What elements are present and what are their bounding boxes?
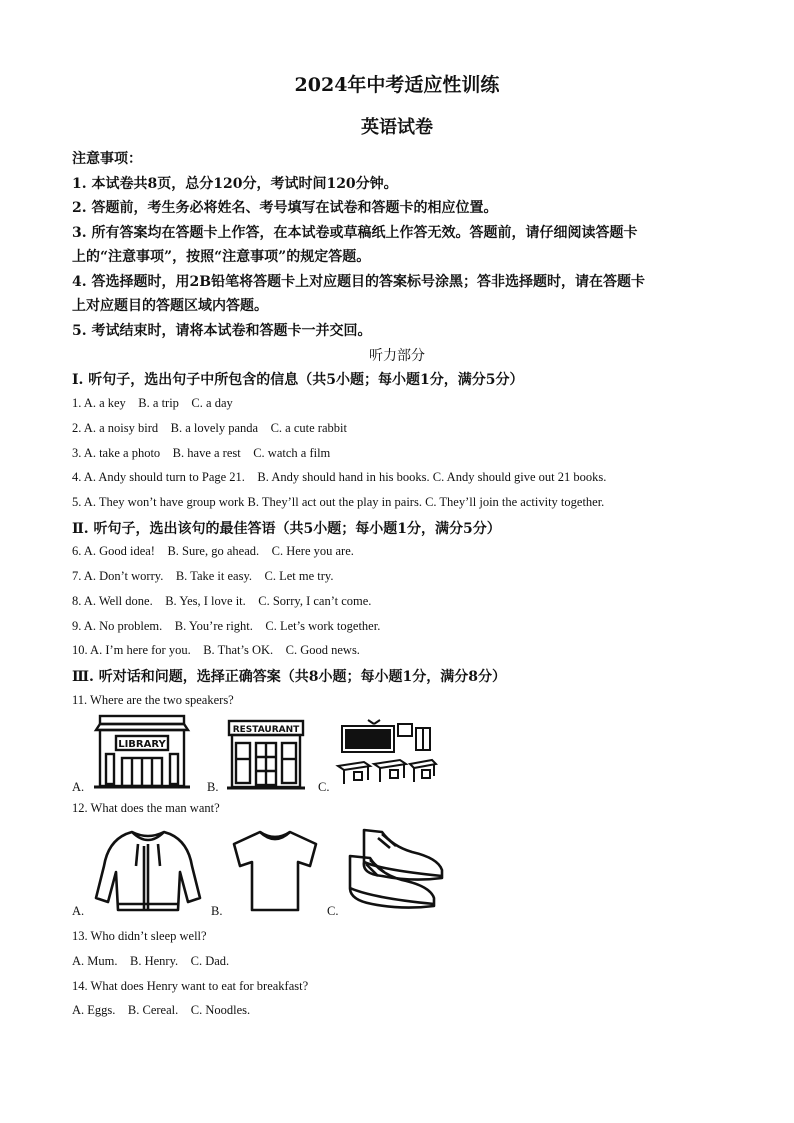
notes-heading: 注意事项： xyxy=(72,151,142,167)
question-3: 3. A. take a photo B. have a rest C. watch a film xyxy=(72,446,331,460)
question-1: 1. A. a key B. a trip C. a day xyxy=(72,396,233,410)
jacket-icon xyxy=(92,826,204,916)
section-3-heading: Ⅲ. 听对话和问题，选择正确答案（共8小题；每小题1分，满分8分） xyxy=(72,669,507,685)
note-4a: 4. 答选择题时，用2B铅笔将答题卡上对应题目的答案标号涂黑；答非选择题时，请在答题卡 xyxy=(72,274,646,290)
question-2: 2. A. a noisy bird B. a lovely panda C. a cute rabbit xyxy=(72,421,347,435)
listening-part-heading: 听力部分 xyxy=(369,348,425,364)
question-11: 11. Where are the two speakers? xyxy=(72,693,234,707)
question-9: 9. A. No problem. B. You’re right. C. Let’s work together. xyxy=(72,619,381,633)
note-1: 1. 本试卷共8页，总分120分，考试时间120分钟。 xyxy=(72,176,398,192)
question-6: 6. A. Good idea! B. Sure, go ahead. C. Here you are. xyxy=(72,544,354,558)
note-5: 5. 考试结束时，请将本试卷和答题卡一并交回。 xyxy=(72,323,372,339)
note-2: 2. 答题前，考生务必将姓名、考号填写在试卷和答题卡的相应位置。 xyxy=(72,200,498,216)
t-shirt-icon xyxy=(230,828,320,914)
note-3a: 3. 所有答案均在答题卡上作答，在本试卷或草稿纸上作答无效。答题前，请仔细阅读答题卡 xyxy=(72,225,638,241)
question-13-options: A. Mum. B. Henry. C. Dad. xyxy=(72,954,230,968)
question-4: 4. A. Andy should turn to Page 21. B. Andy should hand in his books. C. Andy should give out 21 books. xyxy=(72,470,607,484)
option-a-label: A. xyxy=(72,904,85,918)
option-c-label: C. xyxy=(318,780,330,794)
classroom-icon xyxy=(334,718,438,790)
option-c-label: C. xyxy=(327,904,339,918)
question-7: 7. A. Don’t worry. B. Take it easy. C. Let me try. xyxy=(72,569,334,583)
option-b-label: B. xyxy=(211,904,223,918)
library-sign: LIBRARY xyxy=(118,739,166,750)
question-10: 10. A. I’m here for you. B. That’s OK. C. Good news. xyxy=(72,643,360,657)
exam-title: 2024年中考适应性训练 xyxy=(294,74,500,96)
note-3b: 上的“注意事项”，按照“注意事项”的规定答题。 xyxy=(72,249,371,265)
option-a-label: A. xyxy=(72,780,85,794)
exam-subtitle: 英语试卷 xyxy=(361,117,433,138)
restaurant-sign: RESTAURANT xyxy=(232,725,300,735)
question-8: 8. A. Well done. B. Yes, I love it. C. Sorry, I can’t come. xyxy=(72,594,372,608)
question-14: 14. What does Henry want to eat for breakfast? xyxy=(72,979,309,993)
question-12: 12. What does the man want? xyxy=(72,801,220,815)
restaurant-building-icon xyxy=(226,719,306,791)
question-13: 13. Who didn’t sleep well? xyxy=(72,929,207,943)
note-4b: 上对应题目的答题区域内答题。 xyxy=(72,298,268,314)
library-building-icon xyxy=(92,714,192,790)
question-5: 5. A. They won’t have group work B. They’ll act out the play in pairs. C. They’ll join the activity together. xyxy=(72,495,605,509)
option-b-label: B. xyxy=(207,780,219,794)
shoes-icon xyxy=(342,826,448,914)
question-14-options: A. Eggs. B. Cereal. C. Noodles. xyxy=(72,1003,251,1017)
section-1-heading: Ⅰ. 听句子，选出句子中所包含的信息（共5小题；每小题1分，满分5分） xyxy=(72,372,524,388)
section-2-heading: Ⅱ. 听句子，选出该句的最佳答语（共5小题；每小题1分，满分5分） xyxy=(72,521,501,537)
